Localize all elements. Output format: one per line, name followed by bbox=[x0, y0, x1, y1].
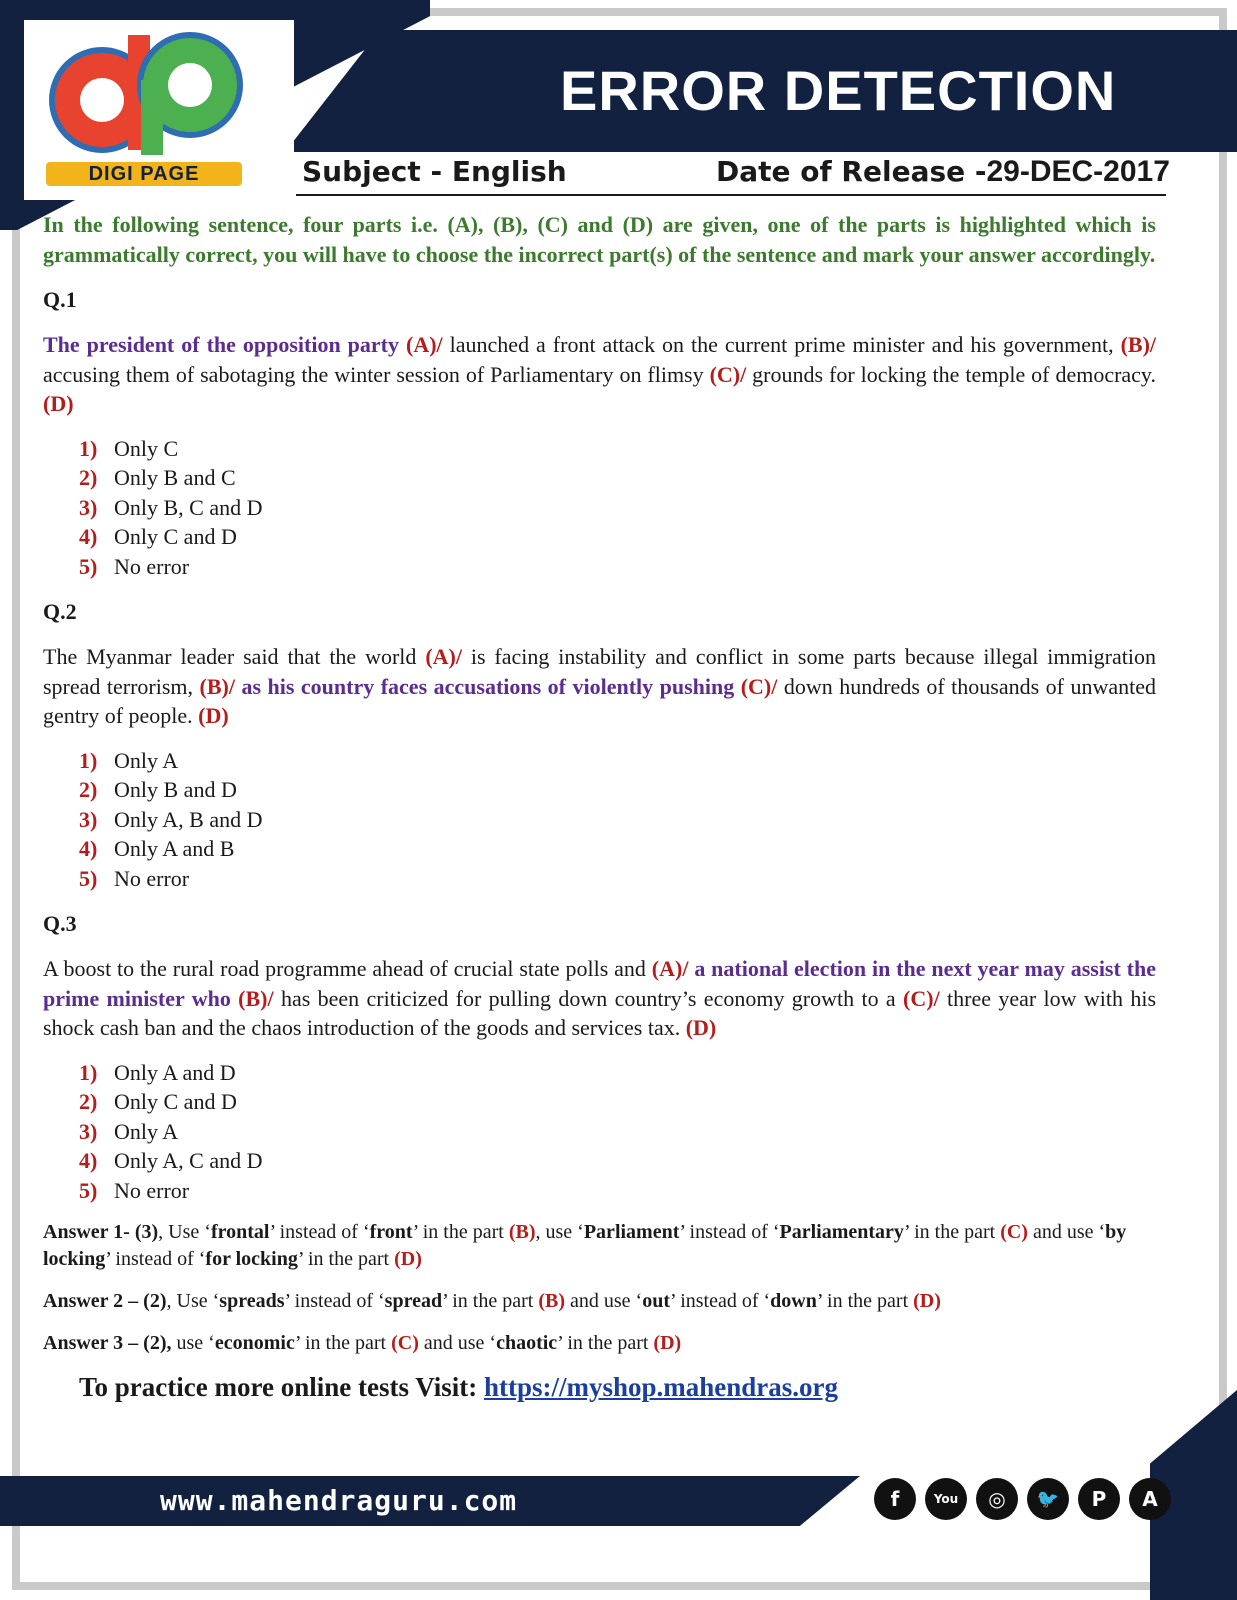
option-item[interactable] bbox=[79, 864, 1156, 894]
answer-word: Parliamentary bbox=[779, 1221, 904, 1243]
part-marker: (C)/ bbox=[709, 361, 747, 387]
question-label: Q.3 bbox=[43, 911, 77, 936]
footer-website-link[interactable]: www.mahendraguru.com bbox=[160, 1484, 518, 1517]
part-marker: (B) bbox=[538, 1290, 566, 1312]
android-icon[interactable]: A bbox=[1129, 1478, 1171, 1520]
digi-page-logo-icon bbox=[40, 30, 250, 160]
sentence-part: A boost to the rural road programme ahead of crucial state polls and bbox=[43, 956, 646, 981]
answer-text: ’ instead of ‘ bbox=[670, 1290, 771, 1312]
option-text: Only A, B and D bbox=[114, 806, 263, 832]
answer-text: , Use ‘ bbox=[166, 1290, 220, 1312]
question-label: Q.1 bbox=[43, 287, 77, 312]
pinterest-icon[interactable]: P bbox=[1078, 1478, 1120, 1520]
option-text: Only A and B bbox=[114, 836, 235, 861]
answer-text: ’ in the part bbox=[297, 1248, 395, 1270]
practice-link[interactable]: https://myshop.mahendras.org bbox=[483, 1372, 838, 1402]
logo-badge: DIGI PAGE bbox=[46, 162, 242, 186]
answer-word: by locking bbox=[43, 1221, 1127, 1270]
highlighted-part: a national election in the next year may assist the prime minister who bbox=[43, 956, 1157, 1011]
option-number: 2) bbox=[79, 1089, 98, 1114]
part-marker: (C) bbox=[1000, 1221, 1028, 1243]
part-marker: (C)/ bbox=[903, 985, 940, 1011]
option-number: 3) bbox=[79, 494, 98, 520]
social-icons bbox=[874, 1478, 1171, 1520]
option-text: Only B, C and D bbox=[114, 494, 263, 520]
question-text bbox=[43, 642, 1156, 731]
option-text: No error bbox=[114, 865, 190, 891]
answer-text: ’ in the part bbox=[557, 1332, 654, 1354]
page-title: ERROR DETECTION bbox=[560, 59, 1117, 122]
answer-text: ’ in the part bbox=[903, 1221, 1001, 1243]
part-marker: (D) bbox=[653, 1332, 682, 1354]
answer-text: ’ instead of ‘ bbox=[269, 1221, 370, 1243]
options-list bbox=[79, 746, 1156, 894]
option-text: Only A and D bbox=[114, 1059, 236, 1085]
option-number: 3) bbox=[79, 1118, 98, 1144]
practice-text: To practice more online tests Visit: bbox=[79, 1372, 484, 1402]
part-marker: (A)/ bbox=[425, 644, 462, 669]
option-item[interactable] bbox=[79, 1117, 1156, 1147]
part-marker: (A)/ bbox=[406, 332, 443, 357]
option-number: 4) bbox=[79, 1148, 98, 1173]
part-marker: (D) bbox=[198, 703, 229, 728]
answer-word: economic bbox=[214, 1332, 295, 1354]
answer-text: use ‘ bbox=[171, 1332, 215, 1354]
answer-label: Answer 3 – (2), bbox=[43, 1332, 172, 1354]
options-list bbox=[79, 1058, 1156, 1206]
option-number: 1) bbox=[79, 1059, 98, 1085]
option-item[interactable] bbox=[79, 552, 1156, 582]
option-text: No error bbox=[114, 1177, 190, 1203]
answer-3 bbox=[43, 1330, 1156, 1357]
option-number: 5) bbox=[79, 553, 98, 579]
highlighted-part: The president of the opposition party bbox=[43, 332, 400, 357]
question-text bbox=[43, 954, 1156, 1043]
answer-word: out bbox=[642, 1290, 671, 1312]
answer-text: ’ in the part bbox=[816, 1290, 914, 1312]
part-marker: (B)/ bbox=[1120, 332, 1157, 357]
question-label: Q.2 bbox=[43, 599, 77, 624]
sentence-part: has been criticized for pulling down country’s economy growth to a bbox=[273, 985, 896, 1011]
option-item[interactable] bbox=[79, 522, 1156, 552]
option-number: 5) bbox=[79, 1177, 98, 1203]
part-marker: (B)/ bbox=[199, 673, 235, 699]
answer-word: down bbox=[770, 1290, 817, 1312]
option-item[interactable] bbox=[79, 775, 1156, 805]
sentence-part: grounds for locking the temple of democracy. bbox=[746, 361, 1157, 387]
answer-text: ’ instead of ‘ bbox=[679, 1221, 780, 1243]
part-marker: (C) bbox=[391, 1332, 419, 1354]
practice-line bbox=[79, 1372, 1156, 1403]
option-text: Only A, C and D bbox=[114, 1148, 263, 1173]
release-date bbox=[716, 155, 1170, 189]
option-item[interactable] bbox=[79, 463, 1156, 493]
question-text bbox=[43, 330, 1156, 419]
answer-text: ’ in the part bbox=[442, 1290, 539, 1312]
instructions: In the following sentence, four parts i.e. (A), (B), (C) and (D) are given, one of the parts is highlighted which is grammatically correct, you will have to choose the incorrect part(s) of the sentence and mark your answer accordingly. bbox=[43, 212, 1156, 267]
part-marker: (D) bbox=[394, 1248, 422, 1270]
answer-text: ’ in the part bbox=[294, 1332, 392, 1354]
answer-word: spreads bbox=[219, 1290, 285, 1312]
sentence-part: is facing instability and conflict in some parts because illegal immigration spread terrorism, bbox=[43, 644, 1156, 699]
twitter-icon[interactable]: 🐦 bbox=[1027, 1478, 1069, 1520]
answer-2 bbox=[43, 1288, 1156, 1315]
answer-text: ’ instead of ‘ bbox=[105, 1248, 206, 1270]
option-item[interactable] bbox=[79, 805, 1156, 835]
answer-word: chaotic bbox=[496, 1332, 558, 1354]
option-number: 3) bbox=[79, 806, 98, 832]
answer-label: Answer 1- (3) bbox=[43, 1221, 159, 1243]
option-text: Only B and C bbox=[114, 465, 236, 490]
option-item[interactable] bbox=[79, 746, 1156, 776]
sentence-part: The Myanmar leader said that the world bbox=[43, 644, 417, 669]
part-marker: (D) bbox=[913, 1290, 941, 1312]
answer-text: , use ‘ bbox=[535, 1221, 584, 1243]
option-text: Only A bbox=[114, 1118, 179, 1144]
part-marker: (C)/ bbox=[740, 673, 778, 699]
option-item[interactable] bbox=[79, 1087, 1156, 1117]
part-marker: (A)/ bbox=[651, 956, 689, 981]
answer-1 bbox=[43, 1219, 1156, 1273]
option-item[interactable] bbox=[79, 434, 1156, 464]
answer-word: for locking bbox=[205, 1248, 298, 1270]
answer-text: ’ instead of ‘ bbox=[284, 1290, 385, 1312]
options-list bbox=[79, 434, 1156, 582]
answer-word: front bbox=[369, 1221, 413, 1243]
date-label: Date of Release - bbox=[716, 155, 987, 188]
option-number: 2) bbox=[79, 777, 98, 802]
answer-text: , Use ‘ bbox=[158, 1221, 211, 1243]
answers bbox=[43, 1219, 1156, 1357]
option-number: 1) bbox=[79, 435, 98, 461]
option-text: Only C and D bbox=[114, 1089, 237, 1114]
answer-word: spread bbox=[384, 1290, 443, 1312]
option-item[interactable] bbox=[79, 1176, 1156, 1206]
option-number: 2) bbox=[79, 465, 98, 490]
instagram-icon[interactable]: ◎ bbox=[976, 1478, 1018, 1520]
option-text: No error bbox=[114, 553, 190, 579]
answer-text: and use ‘ bbox=[1027, 1221, 1106, 1243]
date-value: 29-DEC-2017 bbox=[986, 155, 1170, 188]
option-number: 4) bbox=[79, 836, 98, 861]
part-marker: (B)/ bbox=[238, 985, 274, 1011]
option-text: Only A bbox=[114, 747, 179, 773]
highlighted-part: as his country faces accusations of violently pushing bbox=[241, 673, 735, 699]
option-item[interactable] bbox=[79, 493, 1156, 523]
option-item[interactable] bbox=[79, 1146, 1156, 1176]
sentence-part: down hundreds of thousands of unwanted gentry of people. bbox=[43, 673, 1156, 728]
part-marker: (B) bbox=[508, 1221, 536, 1243]
header-divider bbox=[296, 194, 1166, 196]
answer-word: Parliament bbox=[583, 1221, 680, 1243]
option-item[interactable] bbox=[79, 1058, 1156, 1088]
option-number: 4) bbox=[79, 524, 98, 549]
part-marker: (D) bbox=[685, 1015, 717, 1040]
sentence-part: launched a front attack on the current prime minister and his government, bbox=[442, 332, 1114, 357]
answer-text: ’ in the part bbox=[412, 1221, 509, 1243]
content bbox=[43, 210, 1156, 1403]
sentence-part: three year low with his shock cash ban and the chaos introduction of the goods and services tax. bbox=[43, 985, 1157, 1040]
option-text: Only B and D bbox=[114, 777, 237, 802]
facebook-icon[interactable]: f bbox=[874, 1478, 916, 1520]
option-text: Only C and D bbox=[114, 524, 237, 549]
option-item[interactable] bbox=[79, 834, 1156, 864]
part-marker: (D) bbox=[43, 391, 74, 416]
option-number: 5) bbox=[79, 865, 98, 891]
sentence-part: accusing them of sabotaging the winter session of Parliamentary on flimsy bbox=[43, 361, 704, 387]
youtube-icon[interactable]: You bbox=[925, 1478, 967, 1520]
answer-word: frontal bbox=[210, 1221, 270, 1243]
subject-label: Subject - English bbox=[302, 155, 567, 188]
option-text: Only C bbox=[114, 435, 179, 461]
answer-text: and use ‘ bbox=[418, 1332, 497, 1354]
answer-text: and use ‘ bbox=[565, 1290, 643, 1312]
option-number: 1) bbox=[79, 747, 98, 773]
answer-label: Answer 2 – (2) bbox=[43, 1290, 167, 1312]
